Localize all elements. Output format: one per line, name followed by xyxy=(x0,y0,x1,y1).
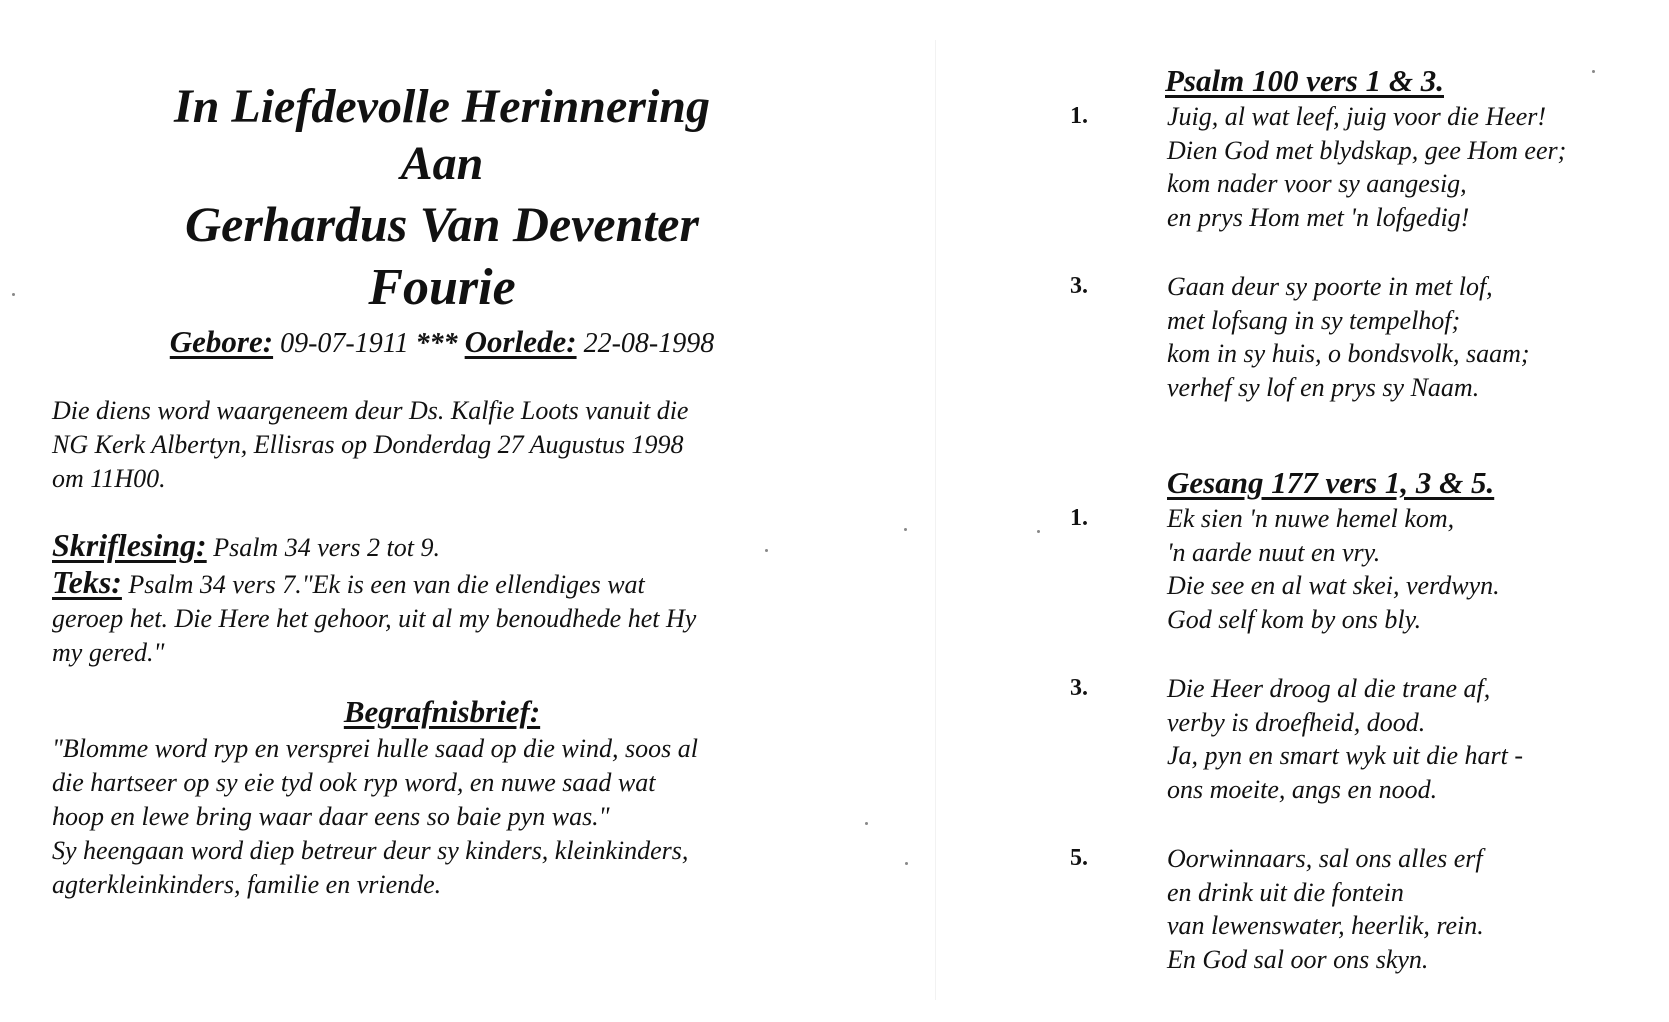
scripture-reading xyxy=(52,528,832,565)
verse-line: en prys Hom met 'n lofgedig! xyxy=(1167,202,1470,232)
date-separator: *** xyxy=(415,328,458,359)
verse-line: En God sal oor ons skyn. xyxy=(1167,944,1429,974)
verse-line: kom nader voor sy aangesig, xyxy=(1167,169,1467,198)
verse-number: 1. xyxy=(1070,103,1088,129)
service-line: NG Kerk Albertyn, Ellisras op Donderdag 27 Augustus 1998 xyxy=(52,430,684,459)
verse-line: ons moeite, angs en nood. xyxy=(1167,774,1438,804)
service-info xyxy=(52,394,832,496)
spacer xyxy=(1070,234,1640,270)
reading-line xyxy=(52,528,832,565)
text-line-2: geroep het. Die Here het gehoor, uit al my benoudhede het Hy xyxy=(52,604,697,633)
reading-value: Psalm 34 vers 2 tot 9. xyxy=(213,533,440,562)
letter-line: "Blomme word ryp en versprei hulle saad op die wind, soos al xyxy=(52,734,698,763)
gesang-title: Gesang 177 vers 1, 3 & 5. xyxy=(1167,465,1495,500)
verse-line: Die see en al wat skei, verdwyn. xyxy=(1167,571,1500,600)
text-label: Teks: xyxy=(52,564,122,600)
died-date: 22-08-1998 xyxy=(583,328,715,359)
verse-line: God self kom by ons bly. xyxy=(1167,604,1422,634)
born-date: 09-07-1911 xyxy=(280,328,409,359)
gesang-verse xyxy=(1070,842,1640,976)
heading-line-1: In Liefdevolle Herinnering xyxy=(174,80,710,133)
text-line-1: Psalm 34 vers 7."Ek is een van die ellendiges wat xyxy=(128,570,645,599)
spacer xyxy=(1070,636,1640,672)
verse-line: Ja, pyn en smart wyk uit die hart - xyxy=(1167,741,1523,770)
verse-line: met lofsang in sy tempelhof; xyxy=(1167,305,1461,335)
gesang-verse xyxy=(1070,672,1640,806)
right-panel xyxy=(1070,62,1640,976)
verse-line: Juig, al wat leef, juig voor die Heer! xyxy=(1167,102,1547,131)
dates-line xyxy=(52,322,832,364)
gesang-verse xyxy=(1070,502,1640,636)
verse-line: en drink uit die fontein xyxy=(1167,877,1404,907)
spacer xyxy=(1070,404,1640,464)
deceased-surname: Fourie xyxy=(368,259,516,316)
deceased-name: Gerhardus Van Deventer xyxy=(185,196,699,252)
letter-title: Begrafnisbrief: xyxy=(343,694,541,729)
heading-line-2: Aan xyxy=(400,137,484,190)
sermon-text xyxy=(52,565,832,670)
verse-line: 'n aarde nuut en vry. xyxy=(1167,537,1381,567)
verse-line: Dien God met blydskap, gee Hom eer; xyxy=(1167,135,1567,165)
verse-line: Die Heer droog al die trane af, xyxy=(1167,674,1491,703)
psalm-verse xyxy=(1070,270,1640,404)
verse-line: van lewenswater, heerlik, rein. xyxy=(1167,911,1484,940)
verse-line: verby is droefheid, dood. xyxy=(1167,707,1426,737)
letter-line: agterkleinkinders, familie en vriende. xyxy=(52,870,442,899)
verse-number: 3. xyxy=(1070,273,1088,299)
verse-number: 5. xyxy=(1070,845,1088,871)
reading-label: Skriflesing: xyxy=(52,527,207,563)
letter-line: Sy heengaan word diep betreur deur sy kinders, kleinkinders, xyxy=(52,836,689,865)
verse-line: kom in sy huis, o bondsvolk, saam; xyxy=(1167,339,1530,368)
psalm-verse xyxy=(1070,100,1640,234)
died-label: Oorlede: xyxy=(464,324,577,359)
verse-line: Gaan deur sy poorte in met lof, xyxy=(1167,272,1493,301)
verse-number: 1. xyxy=(1070,505,1088,531)
verse-line: Ek sien 'n nuwe hemel kom, xyxy=(1167,504,1455,533)
letter-body xyxy=(52,732,832,902)
text-line xyxy=(52,565,832,602)
service-line: Die diens word waargeneem deur Ds. Kalfie Loots vanuit die xyxy=(52,396,689,425)
spacer xyxy=(1070,806,1640,842)
psalm-title: Psalm 100 vers 1 & 3. xyxy=(1165,63,1444,98)
verse-line: Oorwinnaars, sal ons alles erf xyxy=(1167,844,1483,873)
letter-line: die hartseer op sy eie tyd ook ryp word, en nuwe saad wat xyxy=(52,768,656,797)
left-panel xyxy=(52,78,832,902)
text-line-3: my gered." xyxy=(52,638,165,667)
verse-line: verhef sy lof en prys sy Naam. xyxy=(1167,372,1480,402)
fold-line xyxy=(935,40,936,1000)
letter-line: hoop en lewe bring waar daar eens so baie pyn was." xyxy=(52,802,610,831)
service-line: om 11H00. xyxy=(52,464,166,493)
born-label: Gebore: xyxy=(169,324,274,359)
verse-number: 3. xyxy=(1070,675,1088,701)
